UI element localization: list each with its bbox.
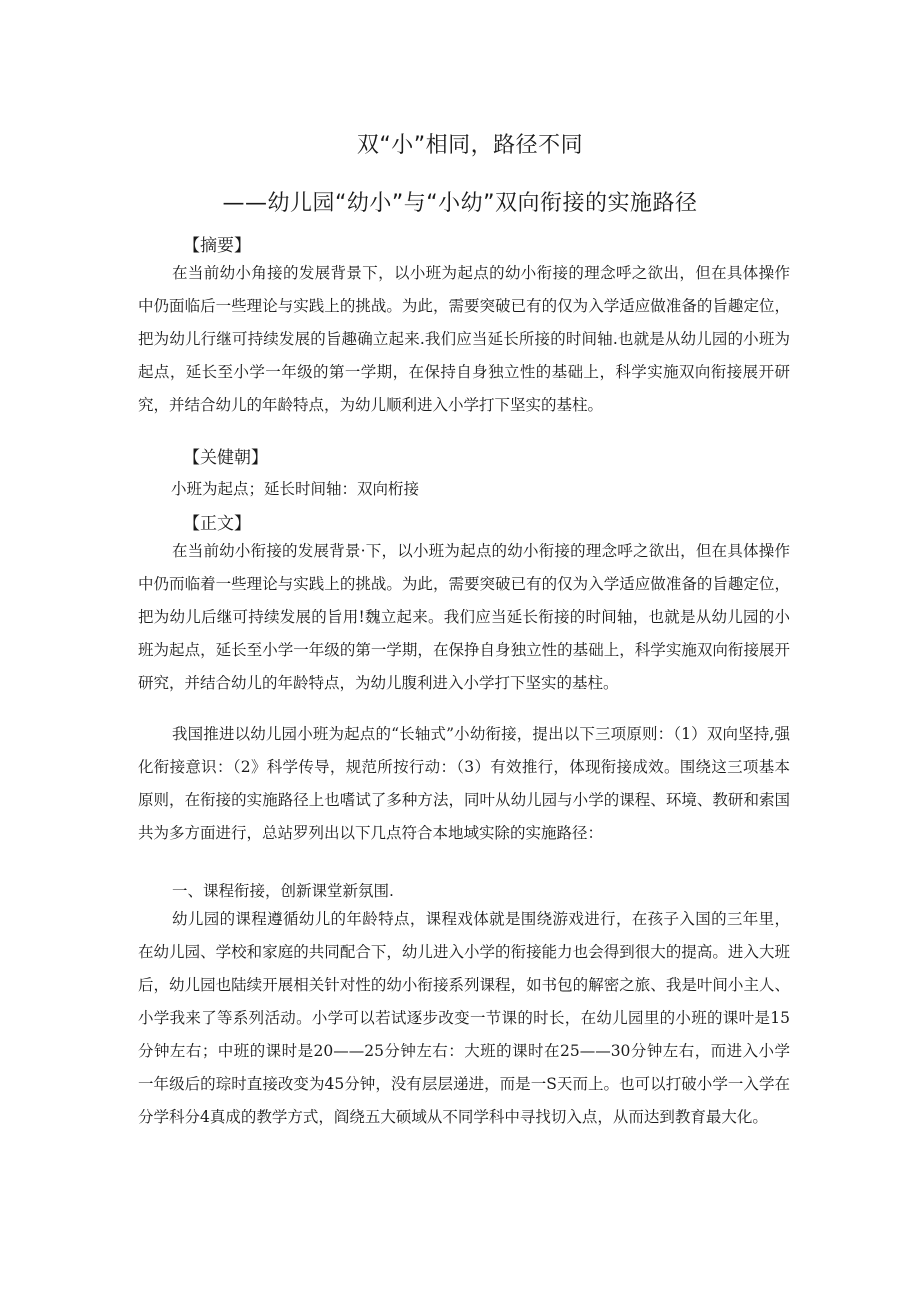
section-1-heading: 一、课程衔接，创新课堂新氛围.	[172, 882, 394, 900]
document-subtitle: ——幼儿园“幼小”与“小幼”双向衔接的实施路径	[222, 191, 698, 216]
body-paragraph-1: 在当前幼小衔接的发展背景·下，以小班为起点的幼小衔接的理念呼之欲出，但在具体操作中仍而临着一些理论与实践上的挑战。为此，需要突破已有的仅为入学适应做准备的旨趣定位，把为幼儿后继可持续发展的旨用!魏立起来。我们应当延长衔接的时间轴，也就是从幼儿园的小班为起点，延长至小学一年级的第一学期，在保挣自身独立性的基础上，科学实施双向衔接展开研究，并结合幼儿的年龄特点，为幼儿腹利进入小学打下坚实的基柱。	[138, 542, 790, 692]
body-heading: 【正文】	[183, 514, 251, 534]
keywords-text: 小班为起点；延长时间轴：双向桁接	[171, 480, 420, 498]
body-paragraph-3: 幼儿园的课程遵循幼儿的年龄特点，课程戏体就是围绕游戏进行，在孩子入国的三年里，在幼儿园、学校和家庭的共同配合下，幼儿进入小学的衔接能力也会得到很大的提高。进入大班后，幼儿园也陆续开展相关针对性的幼小衔接系列课程，如书包的解密之旅、我是叶间小主人、小学我来了等系列活动。小学可以若试逐步改变一节课的时长，在幼儿园里的小班的课叶是15分钟左右；中班的课时是20——25分钟左右：大班的课时在25——30分钟左右，而进入小学一年级后的琮时直接改变为45分钟，没有层层递进，而是一S天而上。也可以打破小学一入学在分学科分4真成的教学方式，阎绕五大硕域从不同学科中寻找切入点，从而达到教育最大化。	[138, 910, 790, 1126]
abstract-heading: 【摘要】	[183, 236, 251, 256]
keywords-heading: 【关健朝】	[183, 448, 268, 468]
document-title: 双“小”相同，路径不同	[356, 133, 584, 158]
body-paragraph-2: 我国推进以幼儿园小班为起点的“长轴式”小幼衔接，提出以下三项原则：（1）双向坚持,强化衔接意识：（2》科学传导，规范所按行动：（3）有效推行，体现衔接成效。围绕这三项基本原则，在衔接的实施路径上也嗜试了多种方法，同叶从幼儿园与小学的课程、环境、教研和索国共为多方面进行，总站罗列出以下几点符合本地域实除的实施路径：	[138, 725, 790, 842]
abstract-text: 在当前幼小角接的发展背景下，以小班为起点的幼小衔接的理念呼之欲出，但在具体操作中仍面临后一些理论与实践上的挑战。为此，需要突破已有的仅为入学适应做准备的旨趣定位，把为幼儿行继可持续发展的旨趣确立起来.我们应当延长所接的时间轴.也就是从幼儿园的小班为起点，延长至小学一年级的第一学期，在保持自身独立性的基础上，科学实施双向衔接展开研究，并结合幼儿的年龄特点，为幼儿顺利进入小学打下坚实的基柱。	[138, 264, 790, 414]
